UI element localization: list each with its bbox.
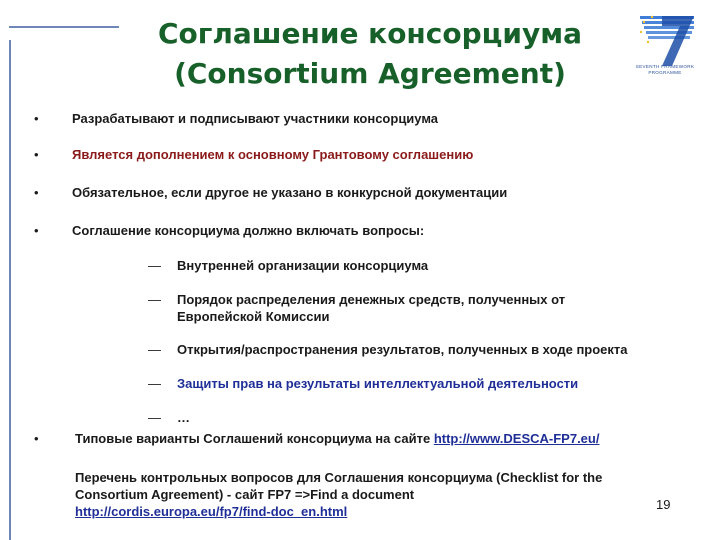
title-line-1: Соглашение консорциума bbox=[157, 17, 583, 50]
page-number: 19 bbox=[656, 497, 671, 512]
bullet-text-3: Обязательное, если другое не указано в конкурсной документации bbox=[72, 185, 508, 200]
subitem-3: Открытия/распространения результатов, полученных в ходе проекта bbox=[177, 342, 628, 357]
logo-caption bbox=[622, 64, 708, 76]
bullet-text-4: Соглашение консорциума должно включать вопросы: bbox=[72, 223, 425, 238]
subitem-5: … bbox=[177, 410, 190, 425]
dash-marker: — bbox=[148, 292, 161, 307]
bullet-text-1: Разрабатывают и подписывают участники консорциума bbox=[72, 111, 439, 126]
checklist-line-2: Consortium Agreement) - сайт FP7 =>Find a document bbox=[75, 487, 415, 502]
typical-variants-text bbox=[75, 430, 599, 447]
logo-caption-line-1: SEVENTH FRAMEWORK bbox=[635, 64, 695, 69]
bullet-marker: • bbox=[34, 431, 39, 446]
bullet-marker: • bbox=[34, 223, 39, 238]
subitem-2-line-1: Порядок распределения денежных средств, полученных от bbox=[177, 292, 566, 307]
typical-variants-label: Типовые варианты Соглашений консорциума на сайте bbox=[75, 431, 434, 446]
slide-title bbox=[140, 14, 600, 94]
bullet-marker: • bbox=[34, 185, 39, 200]
subitem-1: Внутренней организации консорциума bbox=[177, 258, 429, 273]
dash-marker: — bbox=[148, 342, 161, 357]
checklist-line-1: Перечень контрольных вопросов для Соглашения консорциума (Checklist for the bbox=[75, 470, 603, 485]
left-decor-rule bbox=[9, 40, 11, 540]
logo-caption-line-2: PROGRAMME bbox=[648, 70, 682, 75]
cordis-link[interactable]: http://cordis.europa.eu/fp7/find-doc_en.html bbox=[75, 504, 348, 519]
bullet-marker: • bbox=[34, 147, 39, 162]
title-line-2: (Consortium Agreement) bbox=[174, 57, 566, 90]
bullet-marker: • bbox=[34, 111, 39, 126]
dash-marker: — bbox=[148, 376, 161, 391]
bullet-text-2: Является дополнением к основному Грантовому соглашению bbox=[72, 147, 474, 162]
dash-marker: — bbox=[148, 410, 161, 425]
subitem-4: Защиты прав на результаты интеллектуальной деятельности bbox=[177, 376, 579, 391]
top-decor-rule bbox=[9, 26, 119, 28]
subitem-2-line-2: Европейской Комиссии bbox=[177, 309, 330, 324]
desca-link[interactable]: http://www.DESCA-FP7.eu/ bbox=[433, 431, 600, 446]
dash-marker: — bbox=[148, 258, 161, 273]
